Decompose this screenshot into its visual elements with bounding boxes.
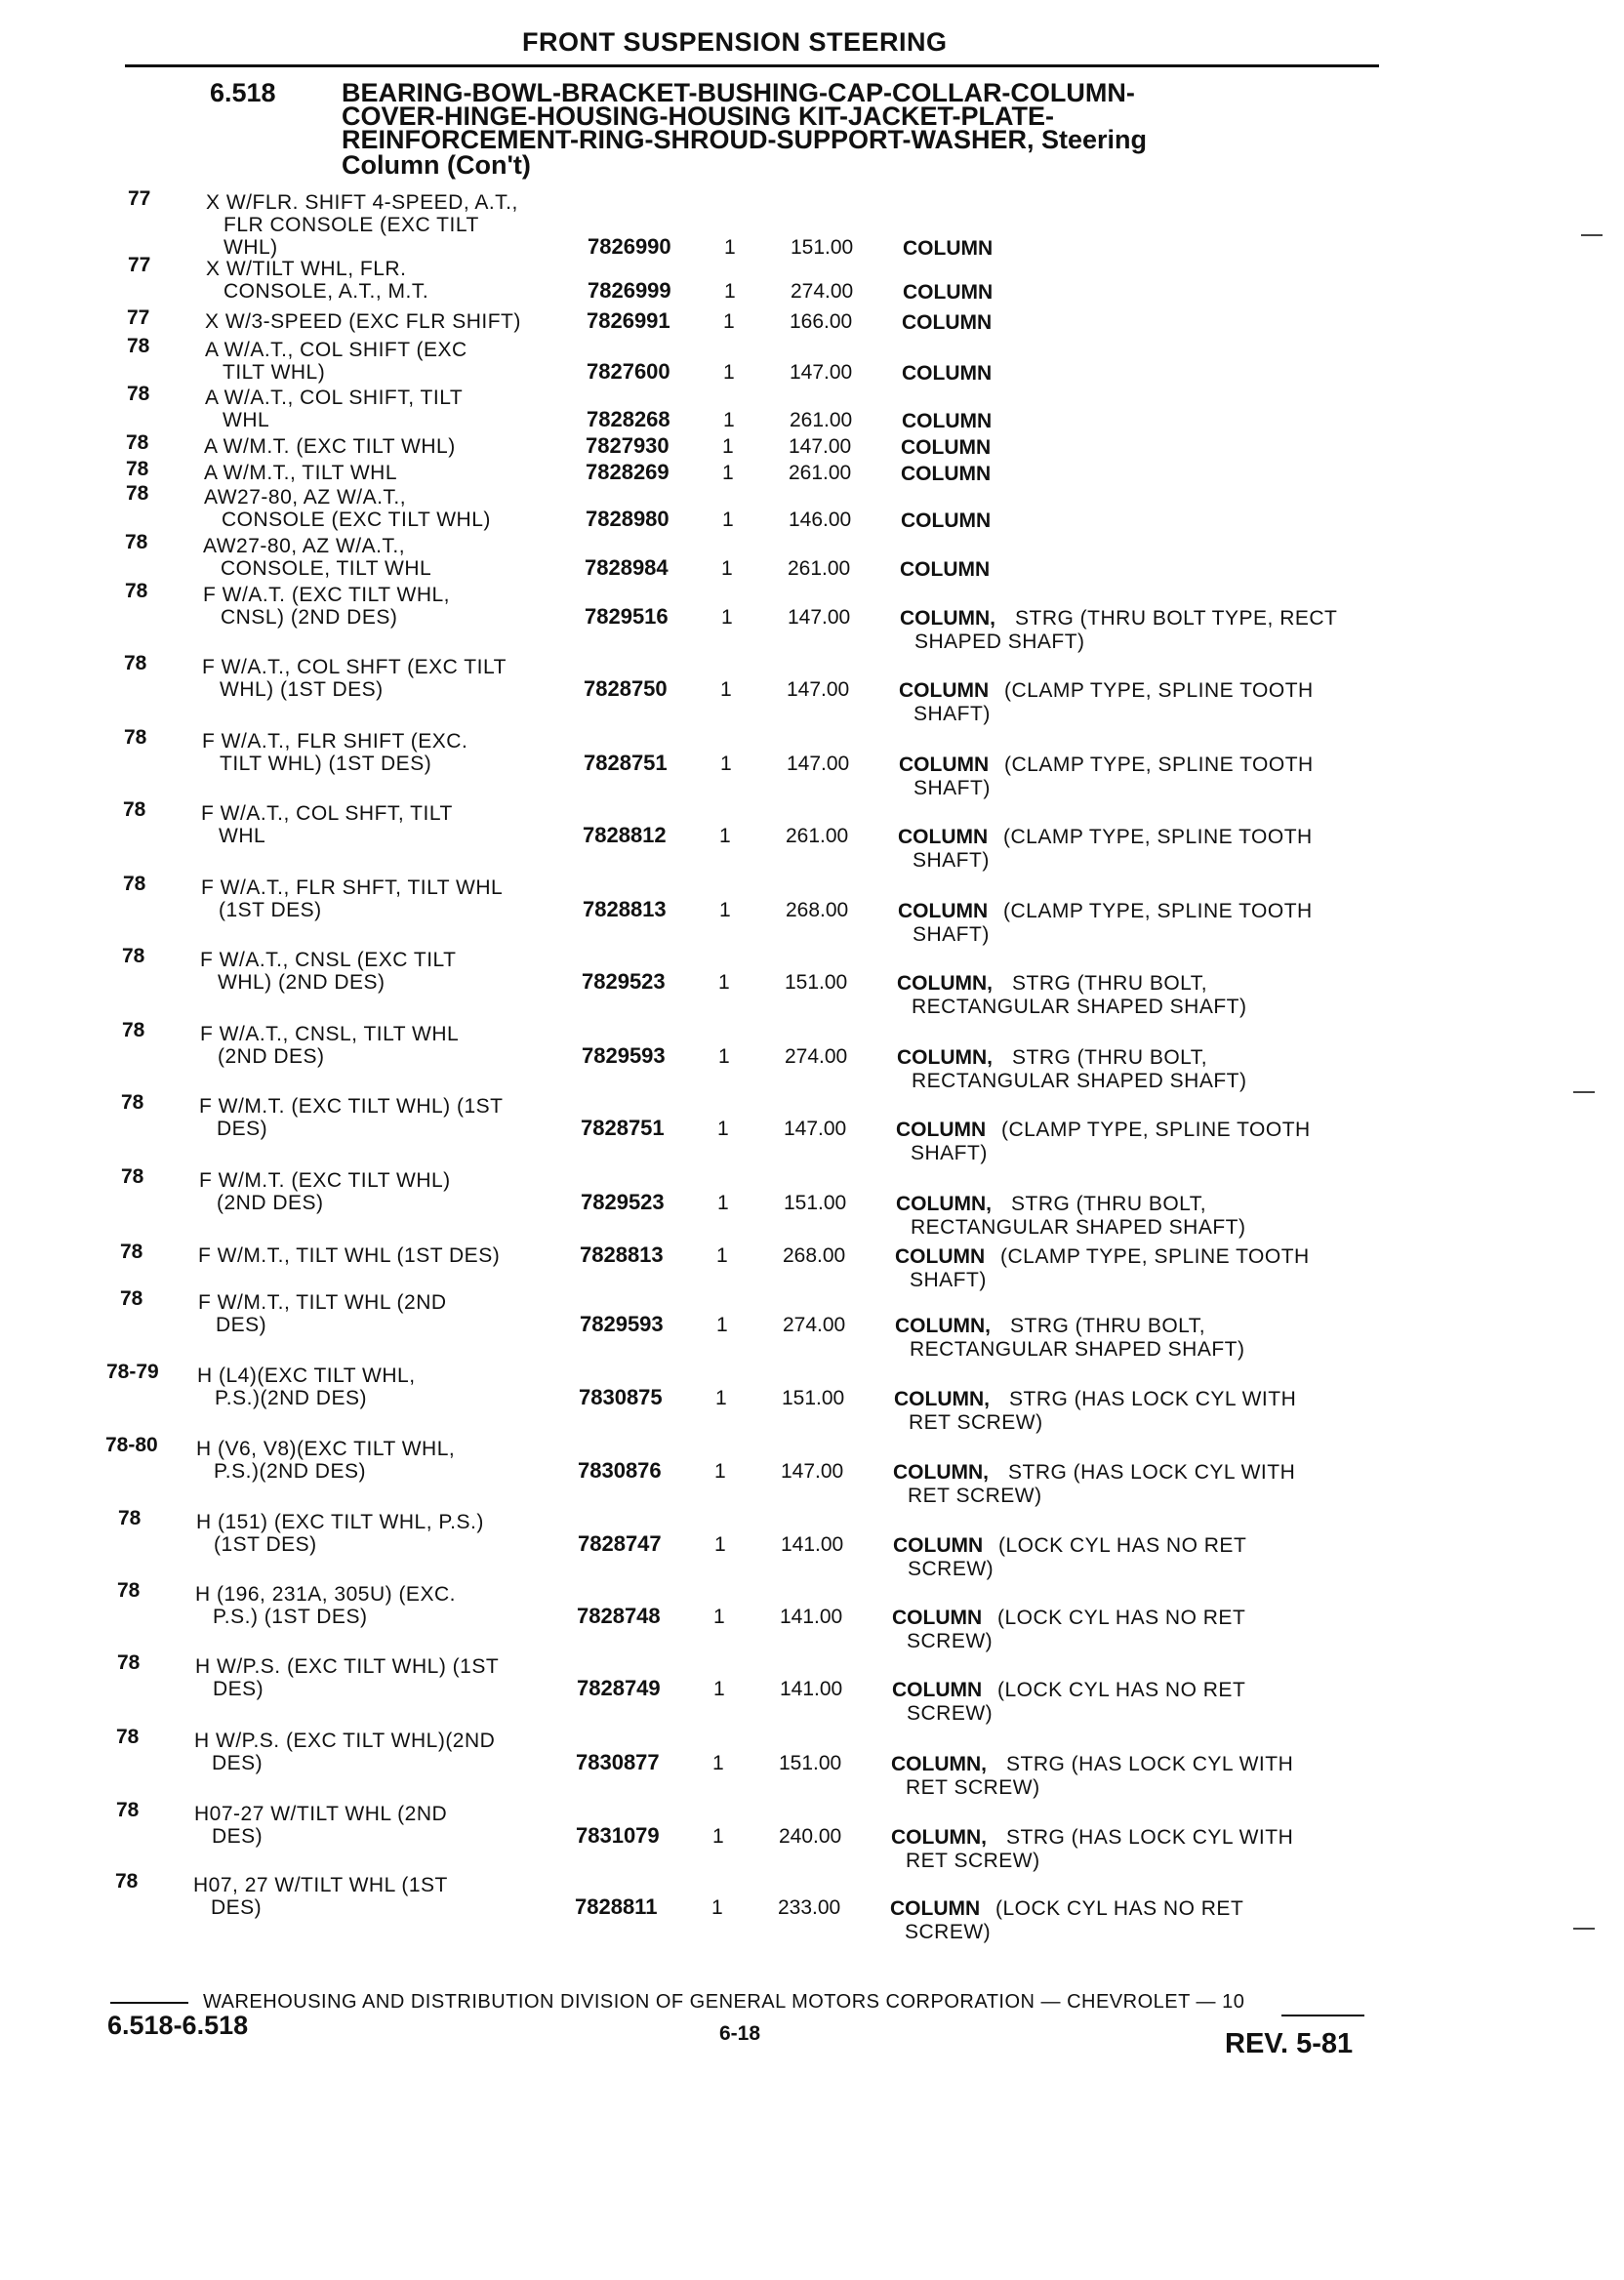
row-year: 78 — [122, 1019, 145, 1041]
row-item-detail: (CLAMP TYPE, SPLINE TOOTH — [1000, 1245, 1310, 1268]
row-item-name: COLUMN — [892, 1679, 983, 1701]
row-year: 78 — [126, 431, 149, 454]
row-item-name: COLUMN — [901, 509, 992, 532]
row-quantity: 1 — [712, 1752, 724, 1774]
row-item-name: COLUMN — [896, 1119, 987, 1141]
row-description-line: AW27-80, AZ W/A.T., — [204, 486, 407, 509]
row-year: 78 — [124, 652, 147, 674]
row-description-line: CONSOLE (EXC TILT WHL) — [222, 509, 491, 531]
row-part-number: 7828747 — [578, 1531, 662, 1556]
row-quantity: 1 — [722, 509, 734, 531]
row-item-detail: SHAFT) — [913, 849, 990, 872]
row-price: 274.00 — [783, 1314, 846, 1336]
row-price: 147.00 — [789, 435, 852, 458]
row-quantity: 1 — [714, 1460, 726, 1483]
row-price: 261.00 — [790, 409, 853, 431]
row-quantity: 1 — [724, 280, 736, 303]
row-description-line: P.S.)(2ND DES) — [215, 1387, 367, 1409]
footer-section-range: 6.518-6.518 — [107, 2011, 249, 2040]
row-item-detail: STRG (HAS LOCK CYL WITH — [1006, 1826, 1294, 1849]
footer-page-number: 6-18 — [719, 2022, 761, 2045]
row-description-line: F W/A.T., CNSL, TILT WHL — [200, 1023, 460, 1045]
edge-mark — [1573, 1091, 1595, 1093]
row-description-line: H07, 27 W/TILT WHL (1ST — [193, 1874, 448, 1896]
row-quantity: 1 — [715, 1387, 727, 1409]
row-part-number: 7826991 — [587, 308, 670, 333]
row-year: 77 — [128, 187, 151, 210]
row-description-line: H (151) (EXC TILT WHL, P.S.) — [196, 1511, 484, 1533]
row-part-number: 7828813 — [580, 1242, 664, 1267]
row-item-detail: SHAPED SHAFT) — [914, 631, 1085, 653]
row-item-detail: (CLAMP TYPE, SPLINE TOOTH — [1003, 900, 1313, 922]
section-title-line-3: REINFORCEMENT-RING-SHROUD-SUPPORT-WASHER, Steering — [342, 125, 1148, 154]
row-part-number: 7829523 — [581, 1190, 665, 1214]
row-description-line: WHL — [219, 825, 266, 847]
row-quantity: 1 — [722, 462, 734, 484]
row-description-line: F W/M.T. (EXC TILT WHL) — [199, 1169, 451, 1192]
row-part-number: 7828750 — [584, 676, 668, 701]
row-item-name: COLUMN — [902, 362, 993, 385]
row-description-line: H W/P.S. (EXC TILT WHL) (1ST — [195, 1655, 500, 1678]
row-item-detail: SCREW) — [907, 1630, 994, 1652]
row-item-detail: (CLAMP TYPE, SPLINE TOOTH — [1003, 826, 1313, 848]
row-item-detail: STRG (HAS LOCK CYL WITH — [1009, 1388, 1297, 1410]
row-item-detail: STRG (THRU BOLT TYPE, RECT — [1015, 607, 1338, 630]
row-quantity: 1 — [720, 678, 732, 701]
edge-mark — [1581, 234, 1603, 236]
row-description-line: F W/A.T., CNSL (EXC TILT — [200, 949, 457, 971]
row-part-number: 7830876 — [578, 1458, 662, 1483]
row-item-name: COLUMN, — [891, 1826, 987, 1849]
row-item-name: COLUMN, — [894, 1388, 990, 1410]
row-item-detail: RECTANGULAR SHAPED SHAFT) — [911, 1216, 1246, 1239]
row-item-name: COLUMN — [898, 900, 989, 922]
row-description-line: DES) — [211, 1896, 263, 1919]
row-item-detail: SCREW) — [908, 1558, 995, 1580]
row-price: 151.00 — [782, 1387, 845, 1409]
row-quantity: 1 — [717, 1192, 729, 1214]
row-item-detail: SHAFT) — [911, 1142, 988, 1164]
section-title-line-4: Column (Con't) — [342, 150, 531, 180]
row-description-line: WHL — [223, 409, 270, 431]
row-year: 78 — [121, 1165, 144, 1188]
row-description-line: A W/M.T., TILT WHL — [204, 462, 398, 484]
row-part-number: 7828269 — [586, 460, 670, 484]
row-quantity: 1 — [716, 1314, 728, 1336]
row-description-line: DES) — [212, 1752, 264, 1774]
row-quantity: 1 — [724, 236, 736, 259]
row-item-name: COLUMN — [903, 281, 994, 304]
row-item-detail: SCREW) — [907, 1702, 994, 1725]
row-item-detail: (LOCK CYL HAS NO RET — [997, 1607, 1246, 1629]
row-year: 78 — [123, 873, 146, 895]
row-part-number: 7827600 — [587, 359, 670, 384]
row-year: 77 — [127, 306, 150, 329]
row-description-line: H07-27 W/TILT WHL (2ND — [194, 1803, 448, 1825]
row-price: 151.00 — [791, 236, 854, 259]
row-year: 78 — [117, 1651, 141, 1674]
row-item-detail: SCREW) — [905, 1921, 992, 1943]
row-description-line: H (L4)(EXC TILT WHL, — [197, 1364, 416, 1387]
row-description-line: X W/FLR. SHIFT 4-SPEED, A.T., — [206, 191, 518, 214]
row-quantity: 1 — [716, 1244, 728, 1267]
row-price: 147.00 — [787, 678, 850, 701]
row-quantity: 1 — [723, 409, 735, 431]
row-item-name: COLUMN — [902, 311, 993, 334]
row-description-line: (2ND DES) — [217, 1192, 324, 1214]
row-description-line: WHL) (1ST DES) — [220, 678, 384, 701]
row-part-number: 7828813 — [583, 897, 667, 921]
row-item-detail: STRG (THRU BOLT, — [1012, 1046, 1208, 1069]
row-item-name: COLUMN — [901, 436, 992, 459]
row-part-number: 7828751 — [584, 751, 668, 775]
row-part-number: 7826990 — [588, 234, 671, 259]
row-item-detail: SHAFT) — [913, 923, 990, 946]
row-item-detail: RET SCREW) — [909, 1411, 1043, 1434]
row-item-name: COLUMN — [901, 463, 992, 485]
row-item-detail: RECTANGULAR SHAPED SHAFT) — [912, 1070, 1247, 1092]
row-price: 261.00 — [788, 557, 851, 580]
row-price: 141.00 — [780, 1606, 843, 1628]
row-item-name: COLUMN — [893, 1534, 984, 1557]
row-part-number: 7828751 — [581, 1116, 665, 1140]
row-year: 78 — [123, 798, 146, 821]
row-item-name: COLUMN — [902, 410, 993, 432]
row-part-number: 7828984 — [585, 555, 669, 580]
row-description-line: TILT WHL) (1ST DES) — [220, 753, 432, 775]
row-quantity: 1 — [721, 557, 733, 580]
row-description-line: CONSOLE, TILT WHL — [221, 557, 432, 580]
row-price: 147.00 — [787, 753, 850, 775]
row-item-name: COLUMN, — [897, 972, 993, 995]
row-item-detail: SHAFT) — [910, 1269, 987, 1291]
row-price: 240.00 — [779, 1825, 842, 1848]
footer-revision: REV. 5-81 — [1225, 2028, 1354, 2059]
row-price: 268.00 — [783, 1244, 846, 1267]
row-description-line: DES) — [217, 1118, 268, 1140]
row-part-number: 7828980 — [586, 507, 670, 531]
row-description-line: CONSOLE, A.T., M.T. — [223, 280, 429, 303]
row-description-line: WHL) — [223, 236, 278, 259]
row-item-name: COLUMN, — [893, 1461, 989, 1484]
row-price: 261.00 — [789, 462, 852, 484]
row-item-name: COLUMN — [890, 1897, 981, 1920]
row-quantity: 1 — [718, 1045, 730, 1068]
row-item-detail: STRG (HAS LOCK CYL WITH — [1006, 1753, 1294, 1775]
row-part-number: 7829593 — [582, 1043, 666, 1068]
row-description-line: DES) — [212, 1825, 264, 1848]
row-item-detail: RET SCREW) — [906, 1776, 1040, 1799]
row-price: 268.00 — [786, 899, 849, 921]
row-item-detail: RECTANGULAR SHAPED SHAFT) — [912, 996, 1247, 1018]
section-number: 6.518 — [210, 78, 276, 107]
footer-rule-right — [1281, 2015, 1364, 2016]
row-price: 141.00 — [780, 1678, 843, 1700]
row-year: 78 — [122, 945, 145, 967]
row-year: 78 — [126, 482, 149, 505]
row-quantity: 1 — [717, 1118, 729, 1140]
row-item-detail: RET SCREW) — [908, 1485, 1042, 1507]
row-item-detail: (LOCK CYL HAS NO RET — [995, 1897, 1244, 1920]
row-item-detail: (LOCK CYL HAS NO RET — [998, 1534, 1247, 1557]
row-price: 141.00 — [781, 1533, 844, 1556]
page-title: FRONT SUSPENSION STEERING — [522, 27, 948, 57]
row-part-number: 7830877 — [576, 1750, 660, 1774]
row-year: 78 — [127, 335, 150, 357]
row-price: 147.00 — [790, 361, 853, 384]
row-description-line: F W/M.T., TILT WHL (1ST DES) — [198, 1244, 501, 1267]
section-title-line-1: BEARING-BOWL-BRACKET-BUSHING-CAP-COLLAR-COLUMN- — [342, 78, 1135, 107]
row-description-line: F W/A.T. (EXC TILT WHL, — [203, 584, 451, 606]
row-item-name: COLUMN — [895, 1245, 986, 1268]
row-year: 77 — [128, 254, 151, 276]
row-item-detail: (CLAMP TYPE, SPLINE TOOTH — [1001, 1119, 1311, 1141]
row-price: 151.00 — [784, 1192, 847, 1214]
row-description-line: FLR CONSOLE (EXC TILT — [223, 214, 479, 236]
row-description-line: CNSL) (2ND DES) — [221, 606, 398, 629]
row-price: 147.00 — [781, 1460, 844, 1483]
row-item-detail: RECTANGULAR SHAPED SHAFT) — [910, 1338, 1245, 1361]
row-quantity: 1 — [712, 1825, 724, 1848]
row-quantity: 1 — [722, 435, 734, 458]
row-price: 233.00 — [778, 1896, 841, 1919]
row-item-name: COLUMN, — [895, 1315, 991, 1337]
row-price: 151.00 — [779, 1752, 842, 1774]
row-part-number: 7828268 — [587, 407, 670, 431]
row-item-name: COLUMN — [898, 826, 989, 848]
row-quantity: 1 — [723, 361, 735, 384]
row-description-line: P.S.)(2ND DES) — [214, 1460, 366, 1483]
row-description-line: F W/A.T., FLR SHFT, TILT WHL — [201, 876, 504, 899]
row-quantity: 1 — [723, 310, 735, 333]
row-item-detail: RET SCREW) — [906, 1850, 1040, 1872]
row-part-number: 7828811 — [575, 1894, 658, 1919]
row-description-line: DES) — [216, 1314, 267, 1336]
row-quantity: 1 — [718, 971, 730, 994]
row-year: 78 — [120, 1241, 143, 1263]
row-item-name: COLUMN, — [897, 1046, 993, 1069]
row-quantity: 1 — [721, 606, 733, 629]
row-year: 78 — [121, 1091, 144, 1114]
row-quantity: 1 — [720, 753, 732, 775]
row-description-line: TILT WHL) — [223, 361, 326, 384]
row-quantity: 1 — [711, 1896, 723, 1919]
row-part-number: 7828812 — [583, 823, 667, 847]
row-description-line: WHL) (2ND DES) — [218, 971, 386, 994]
row-description-line: H (196, 231A, 305U) (EXC. — [195, 1583, 456, 1606]
row-description-line: X W/TILT WHL, FLR. — [206, 258, 407, 280]
row-item-name: COLUMN — [899, 753, 990, 776]
row-price: 151.00 — [785, 971, 848, 994]
row-part-number: 7829516 — [585, 604, 669, 629]
row-description-line: (2ND DES) — [218, 1045, 325, 1068]
row-description-line: A W/A.T., COL SHIFT, TILT — [205, 387, 464, 409]
row-description-line: AW27-80, AZ W/A.T., — [203, 535, 406, 557]
row-year: 78 — [120, 1287, 143, 1310]
row-year: 78 — [125, 531, 148, 553]
row-description-line: H (V6, V8)(EXC TILT WHL, — [196, 1438, 456, 1460]
row-description-line: A W/A.T., COL SHIFT (EXC — [205, 339, 467, 361]
row-description-line: (1ST DES) — [214, 1533, 317, 1556]
row-item-name: COLUMN, — [900, 607, 995, 630]
row-item-name: COLUMN — [892, 1607, 983, 1629]
row-item-name: COLUMN — [899, 679, 990, 702]
row-part-number: 7826999 — [588, 278, 671, 303]
row-description-line: F W/A.T., COL SHFT, TILT — [201, 802, 453, 825]
footer-rule-left — [110, 2002, 188, 2004]
row-quantity: 1 — [713, 1678, 725, 1700]
row-item-detail: (LOCK CYL HAS NO RET — [997, 1679, 1246, 1701]
row-part-number: 7831079 — [576, 1823, 660, 1848]
section-title-line-2: COVER-HINGE-HOUSING-HOUSING KIT-JACKET-PLATE- — [342, 102, 1055, 131]
row-description-line: P.S.) (1ST DES) — [213, 1606, 368, 1628]
row-item-detail: (CLAMP TYPE, SPLINE TOOTH — [1004, 753, 1314, 776]
row-price: 274.00 — [785, 1045, 848, 1068]
row-part-number: 7829523 — [582, 969, 666, 994]
row-year: 78 — [116, 1726, 140, 1748]
row-quantity: 1 — [719, 825, 731, 847]
row-year: 78 — [115, 1870, 139, 1893]
row-item-detail: SHAFT) — [914, 703, 991, 725]
row-item-detail: STRG (THRU BOLT, — [1012, 972, 1208, 995]
row-item-detail: STRG (THRU BOLT, — [1011, 1193, 1207, 1215]
row-description-line: DES) — [213, 1678, 264, 1700]
row-quantity: 1 — [714, 1533, 726, 1556]
row-description-line: F W/M.T., TILT WHL (2ND — [198, 1291, 447, 1314]
row-item-name: COLUMN — [900, 558, 991, 581]
row-price: 146.00 — [789, 509, 852, 531]
row-price: 261.00 — [786, 825, 849, 847]
row-year: 78 — [118, 1507, 142, 1529]
row-description-line: F W/M.T. (EXC TILT WHL) (1ST — [199, 1095, 504, 1118]
row-part-number: 7828748 — [577, 1604, 661, 1628]
row-description-line: F W/A.T., COL SHFT (EXC TILT — [202, 656, 507, 678]
row-price: 274.00 — [791, 280, 854, 303]
row-item-detail: (CLAMP TYPE, SPLINE TOOTH — [1004, 679, 1314, 702]
footer-division-text: WAREHOUSING AND DISTRIBUTION DIVISION OF GENERAL MOTORS CORPORATION — CHEVROLET — 10 — [203, 1991, 1245, 2013]
row-description-line: A W/M.T. (EXC TILT WHL) — [204, 435, 456, 458]
row-part-number: 7830875 — [579, 1385, 663, 1409]
row-year: 78 — [125, 580, 148, 602]
row-year: 78-79 — [106, 1361, 159, 1383]
row-part-number: 7828749 — [577, 1676, 661, 1700]
row-item-name: COLUMN, — [896, 1193, 992, 1215]
row-price: 147.00 — [788, 606, 851, 629]
row-year: 78 — [127, 383, 150, 405]
row-year: 78 — [124, 726, 147, 749]
row-year: 78 — [116, 1799, 140, 1821]
row-item-detail: STRG (THRU BOLT, — [1010, 1315, 1206, 1337]
row-description-line: H W/P.S. (EXC TILT WHL)(2ND — [194, 1730, 496, 1752]
row-year: 78 — [126, 458, 149, 480]
row-price: 166.00 — [790, 310, 853, 333]
row-item-detail: STRG (HAS LOCK CYL WITH — [1008, 1461, 1296, 1484]
row-item-name: COLUMN, — [891, 1753, 987, 1775]
edge-mark — [1573, 1928, 1595, 1930]
row-part-number: 7827930 — [586, 433, 670, 458]
row-description-line: F W/A.T., FLR SHIFT (EXC. — [202, 730, 468, 753]
row-description-line: (1ST DES) — [219, 899, 322, 921]
row-item-name: COLUMN — [903, 237, 994, 260]
row-price: 147.00 — [784, 1118, 847, 1140]
row-description-line: X W/3-SPEED (EXC FLR SHIFT) — [205, 310, 521, 333]
row-part-number: 7829593 — [580, 1312, 664, 1336]
row-year: 78-80 — [105, 1434, 158, 1456]
row-quantity: 1 — [713, 1606, 725, 1628]
row-quantity: 1 — [719, 899, 731, 921]
row-item-detail: SHAFT) — [914, 777, 991, 799]
row-year: 78 — [117, 1579, 141, 1602]
